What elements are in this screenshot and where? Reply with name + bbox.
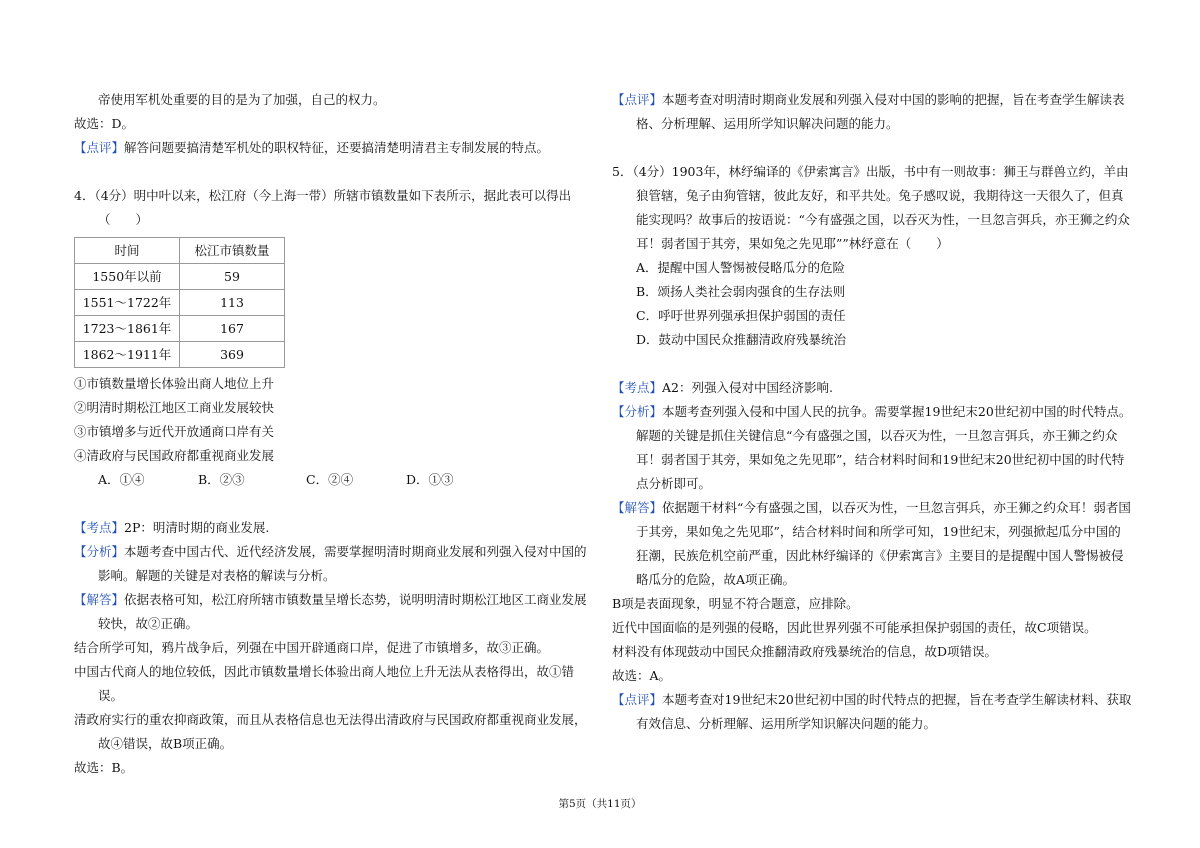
q4-stem: 4．（4分）明中叶以来，松江府（今上海一带）所辖市镇数量如下表所示，据此表可以得出（ ） [74,188,572,227]
spacer [612,352,1132,376]
table-cell-count: 167 [180,316,285,342]
jieda-tag: 【解答】 [74,592,125,607]
q3-tail-text: 帝使用军机处重要的目的是为了加强，自己的权力。 [98,92,386,107]
q4-analysis-1: 结合所学可知，鸦片战争后，列强在中国开辟通商口岸，促进了市镇增多，故③正确。 [74,640,550,655]
option-b: B．颂扬人类社会弱肉强食的生存法则 [636,284,846,299]
option-c: C．②④ [306,472,354,487]
table-cell-count: 369 [180,342,285,368]
q3-answer: 故选：D。 [74,116,135,131]
statement-2: ②明清时期松江地区工商业发展较快 [74,400,275,415]
q5-stem: 5．（4分）1903年，林纾编译的《伊索寓言》出版，书中有一则故事：狮王与群兽立约，羊由狼管辖，兔子由狗管辖，彼此友好，和平共处。兔子感叹说，我期待这一天很久了，但真能实现吗？故事后的按语说：“今有盛强之国，以吞灭为性，一旦忽言弭兵，亦王狮之约众耳！弱者国于其旁，果如兔之先见耶””林纾意在（ ） [612,164,1130,251]
q5-analysis-2: 近代中国面临的是列强的侵略，因此世界列强不可能承担保护弱国的责任，故C项错误。 [612,620,1097,635]
table-header-row [75,238,285,264]
option-a: A．①④ [98,472,145,487]
q4-fenxi [74,540,594,588]
table-header-time: 时间 [75,238,180,264]
q4-options [74,468,594,492]
q4-jieda [74,588,594,636]
fenxi-text: 本题考查中国古代、近代经济发展，需要掌握明清时期商业发展和列强入侵对中国的影响。解题的关键是对表格的解读与分析。 [98,544,587,583]
q4-kaodian [74,516,594,540]
fenxi-text: 本题考查列强入侵和中国人民的抗争。需要掌握19世纪末20世纪初中国的时代特点。解题的关键是抓住关键信息“今有盛强之国，以吞灭为性，一旦忽言弭兵，亦王狮之约众耳！弱者国于其旁，果如兔之先见耶”，结合材料时间和19世纪末20世纪初中国的时代特点分析即可。 [636,404,1132,491]
table-row [75,342,285,368]
table-row [75,290,285,316]
table-cell-period: 1551～1722年 [75,290,180,316]
spacer [612,136,1132,160]
table-header-count: 松江市镇数量 [180,238,285,264]
q5-fenxi [612,400,1132,496]
q5-jieda [612,496,1132,592]
option-b: B．②③ [198,472,245,487]
q5-analysis-3: 材料没有体现鼓动中国民众推翻清政府残暴统治的信息，故D项错误。 [612,644,998,659]
table-row [75,316,285,342]
table-cell-count: 59 [180,264,285,290]
left-column [74,88,594,780]
jieda-tag: 【解答】 [612,500,663,515]
jieda-text: 依据题干材料“今有盛强之国，以吞灭为性，一旦忽言弭兵，亦王狮之约众耳！弱者国于其旁，果如兔之先见耶”，结合材料时间和所学可知，19世纪末，列强掀起瓜分中国的狂潮，民族危机空前严重，因此林纾编译的《伊索寓言》主要目的是提醒中国人警惕被侵略瓜分的危险，故A项正确。 [636,500,1131,587]
kaodian-tag: 【考点】 [74,520,125,535]
page-footer: 第5页（共11页） [558,798,642,810]
option-d: D．①③ [406,472,454,487]
table-cell-period: 1723～1861年 [75,316,180,342]
jieda-text: 依据表格可知，松江府所辖市镇数量呈增长态势，说明明清时期松江地区工商业发展较快，故②正确。 [98,592,587,631]
dianping-tag: 【点评】 [74,140,125,155]
dianping-tag: 【点评】 [612,92,663,107]
table-cell-period: 1862～1911年 [75,342,180,368]
q5-analysis-1: B项是表面现象，明显不符合题意，应排除。 [612,596,859,611]
right-column [612,88,1132,736]
dianping-text: 本题考查对19世纪末20世纪初中国的时代特点的把握，旨在考查学生解读材料、获取有效信息、分析理解、运用所学知识解决问题的能力。 [636,692,1132,731]
q5-answer: 故选：A。 [612,668,672,683]
q5-dianping [612,688,1132,736]
dianping-tag: 【点评】 [612,692,663,707]
kaodian-text: A2：列强入侵对中国经济影响. [662,380,833,395]
town-count-table [74,237,285,368]
statement-1: ①市镇数量增长体验出商人地位上升 [74,376,275,391]
table-cell-period: 1550年以前 [75,264,180,290]
q4-analysis-2: 中国古代商人的地位较低，因此市镇数量增长体验出商人地位上升无法从表格得出，故①错误。 [74,664,575,703]
spacer [74,492,594,516]
dianping-text: 解答问题要搞清楚军机处的职权特征，还要搞清楚明清君主专制发展的特点。 [124,140,550,155]
table-row [75,264,285,290]
option-a: A．提醒中国人警惕被侵略瓜分的危险 [636,260,846,275]
fenxi-tag: 【分析】 [612,404,663,419]
statement-3: ③市镇增多与近代开放通商口岸有关 [74,424,275,439]
spacer [74,160,594,184]
dianping-text: 本题考查对明清时期商业发展和列强入侵对中国的影响的把握，旨在考查学生解读表格、分析理解、运用所学知识解决问题的能力。 [636,92,1125,131]
table-cell-count: 113 [180,290,285,316]
q4-dianping [612,88,1132,136]
q5-kaodian [612,376,1132,400]
option-c: C．呼吁世界列强承担保护弱国的责任 [636,308,846,323]
fenxi-tag: 【分析】 [74,544,125,559]
kaodian-tag: 【考点】 [612,380,663,395]
kaodian-text: 2P：明清时期的商业发展. [124,520,270,535]
q4-answer: 故选：B。 [74,760,134,775]
statement-4: ④清政府与民国政府都重视商业发展 [74,448,275,463]
q3-dianping [74,136,594,160]
q4-analysis-3: 清政府实行的重农抑商政策，而且从表格信息也无法得出清政府与民国政府都重视商业发展，故④错误，故B项正确。 [74,712,587,751]
option-d: D．鼓动中国民众推翻清政府残暴统治 [636,332,847,347]
